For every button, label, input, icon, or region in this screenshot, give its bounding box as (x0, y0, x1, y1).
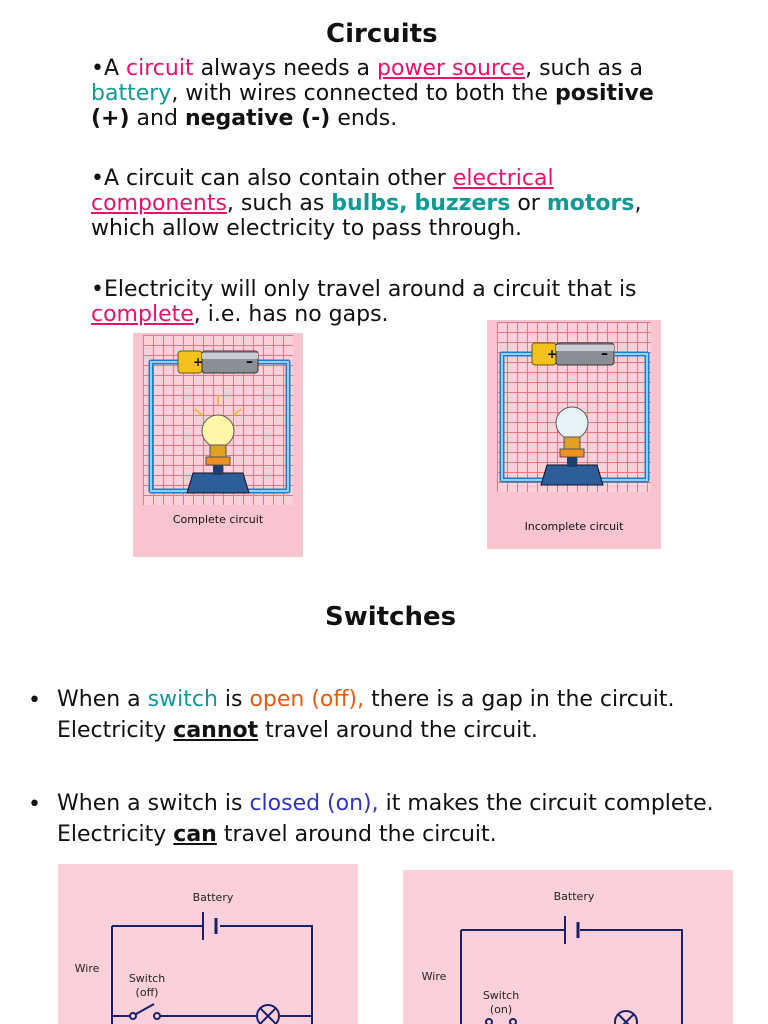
text: •A (91, 56, 127, 81)
term-switch: switch (147, 687, 218, 712)
text: •A circuit can also contain other (91, 166, 453, 191)
text: , i.e. has no gaps. (193, 302, 389, 327)
text: , such as (226, 191, 332, 216)
battery-label: Battery (192, 891, 234, 904)
switches-title: Switches (325, 602, 457, 632)
text: travel around the circuit. (216, 822, 497, 847)
wire-label: Wire (421, 970, 447, 983)
term-complete: complete (91, 302, 194, 327)
term-motors: motors (546, 191, 635, 216)
paragraph-switch-closed (57, 788, 757, 850)
switch-label: Switch (128, 972, 166, 985)
text: , such as a (525, 56, 643, 81)
battery-label: Battery (553, 890, 595, 903)
term-electrical-components: electrical components (91, 166, 554, 216)
term-open-off: open (off), (249, 687, 365, 712)
paragraph-switch-open (57, 684, 757, 746)
paragraph-circuit-needs-power (91, 56, 691, 131)
text: •Electricity will only travel around a circuit that is (91, 277, 637, 302)
switch-on-diagram (403, 870, 733, 1024)
text: When a switch is (57, 791, 250, 816)
text: always needs a (193, 56, 378, 81)
term-bulbs: bulbs, (331, 191, 408, 216)
switch-off-diagram (58, 864, 358, 1024)
text: is (217, 687, 250, 712)
term-closed-on: closed (on), (249, 791, 379, 816)
term-power-source: power source (377, 56, 526, 81)
text: or (510, 191, 547, 216)
term-battery: battery (91, 81, 172, 106)
svg-text:–: – (601, 346, 608, 362)
switch-label: Switch (482, 989, 520, 1002)
term-cannot: cannot (173, 718, 259, 743)
text: When a (57, 687, 148, 712)
switch-state-label: (off) (135, 986, 159, 999)
paragraph-components (91, 166, 691, 241)
bullet-marker: • (28, 792, 41, 817)
incomplete-circuit-image (487, 320, 661, 549)
switch-off-schematic (58, 864, 358, 1024)
text: it makes the circuit complete. Electricity (57, 791, 714, 847)
text: , which allow electricity to pass through. (91, 191, 642, 241)
term-circuit: circuit (126, 56, 194, 81)
svg-text:+: + (547, 347, 558, 361)
incomplete-circuit-drawing (487, 320, 661, 549)
term-positive: positive (+) (91, 81, 654, 131)
svg-text:–: – (246, 354, 253, 370)
term-negative: negative (-) (184, 106, 331, 131)
term-can: can (173, 822, 217, 847)
text: travel around the circuit. (258, 718, 538, 743)
complete-circuit-image (133, 333, 303, 557)
text: and (129, 106, 185, 131)
term-buzzers: buzzers (414, 191, 511, 216)
complete-circuit-caption: Complete circuit (172, 513, 264, 526)
switch-state-label: (on) (489, 1003, 513, 1016)
incomplete-circuit-caption: Incomplete circuit (524, 520, 624, 533)
svg-text:+: + (193, 355, 204, 369)
text: ends. (330, 106, 398, 131)
wire-label: Wire (74, 962, 100, 975)
text: , with wires connected to both the (171, 81, 555, 106)
bullet-marker: • (28, 688, 41, 713)
circuits-title: Circuits (326, 19, 438, 49)
text: there is a gap in the circuit. Electricity (57, 687, 675, 743)
